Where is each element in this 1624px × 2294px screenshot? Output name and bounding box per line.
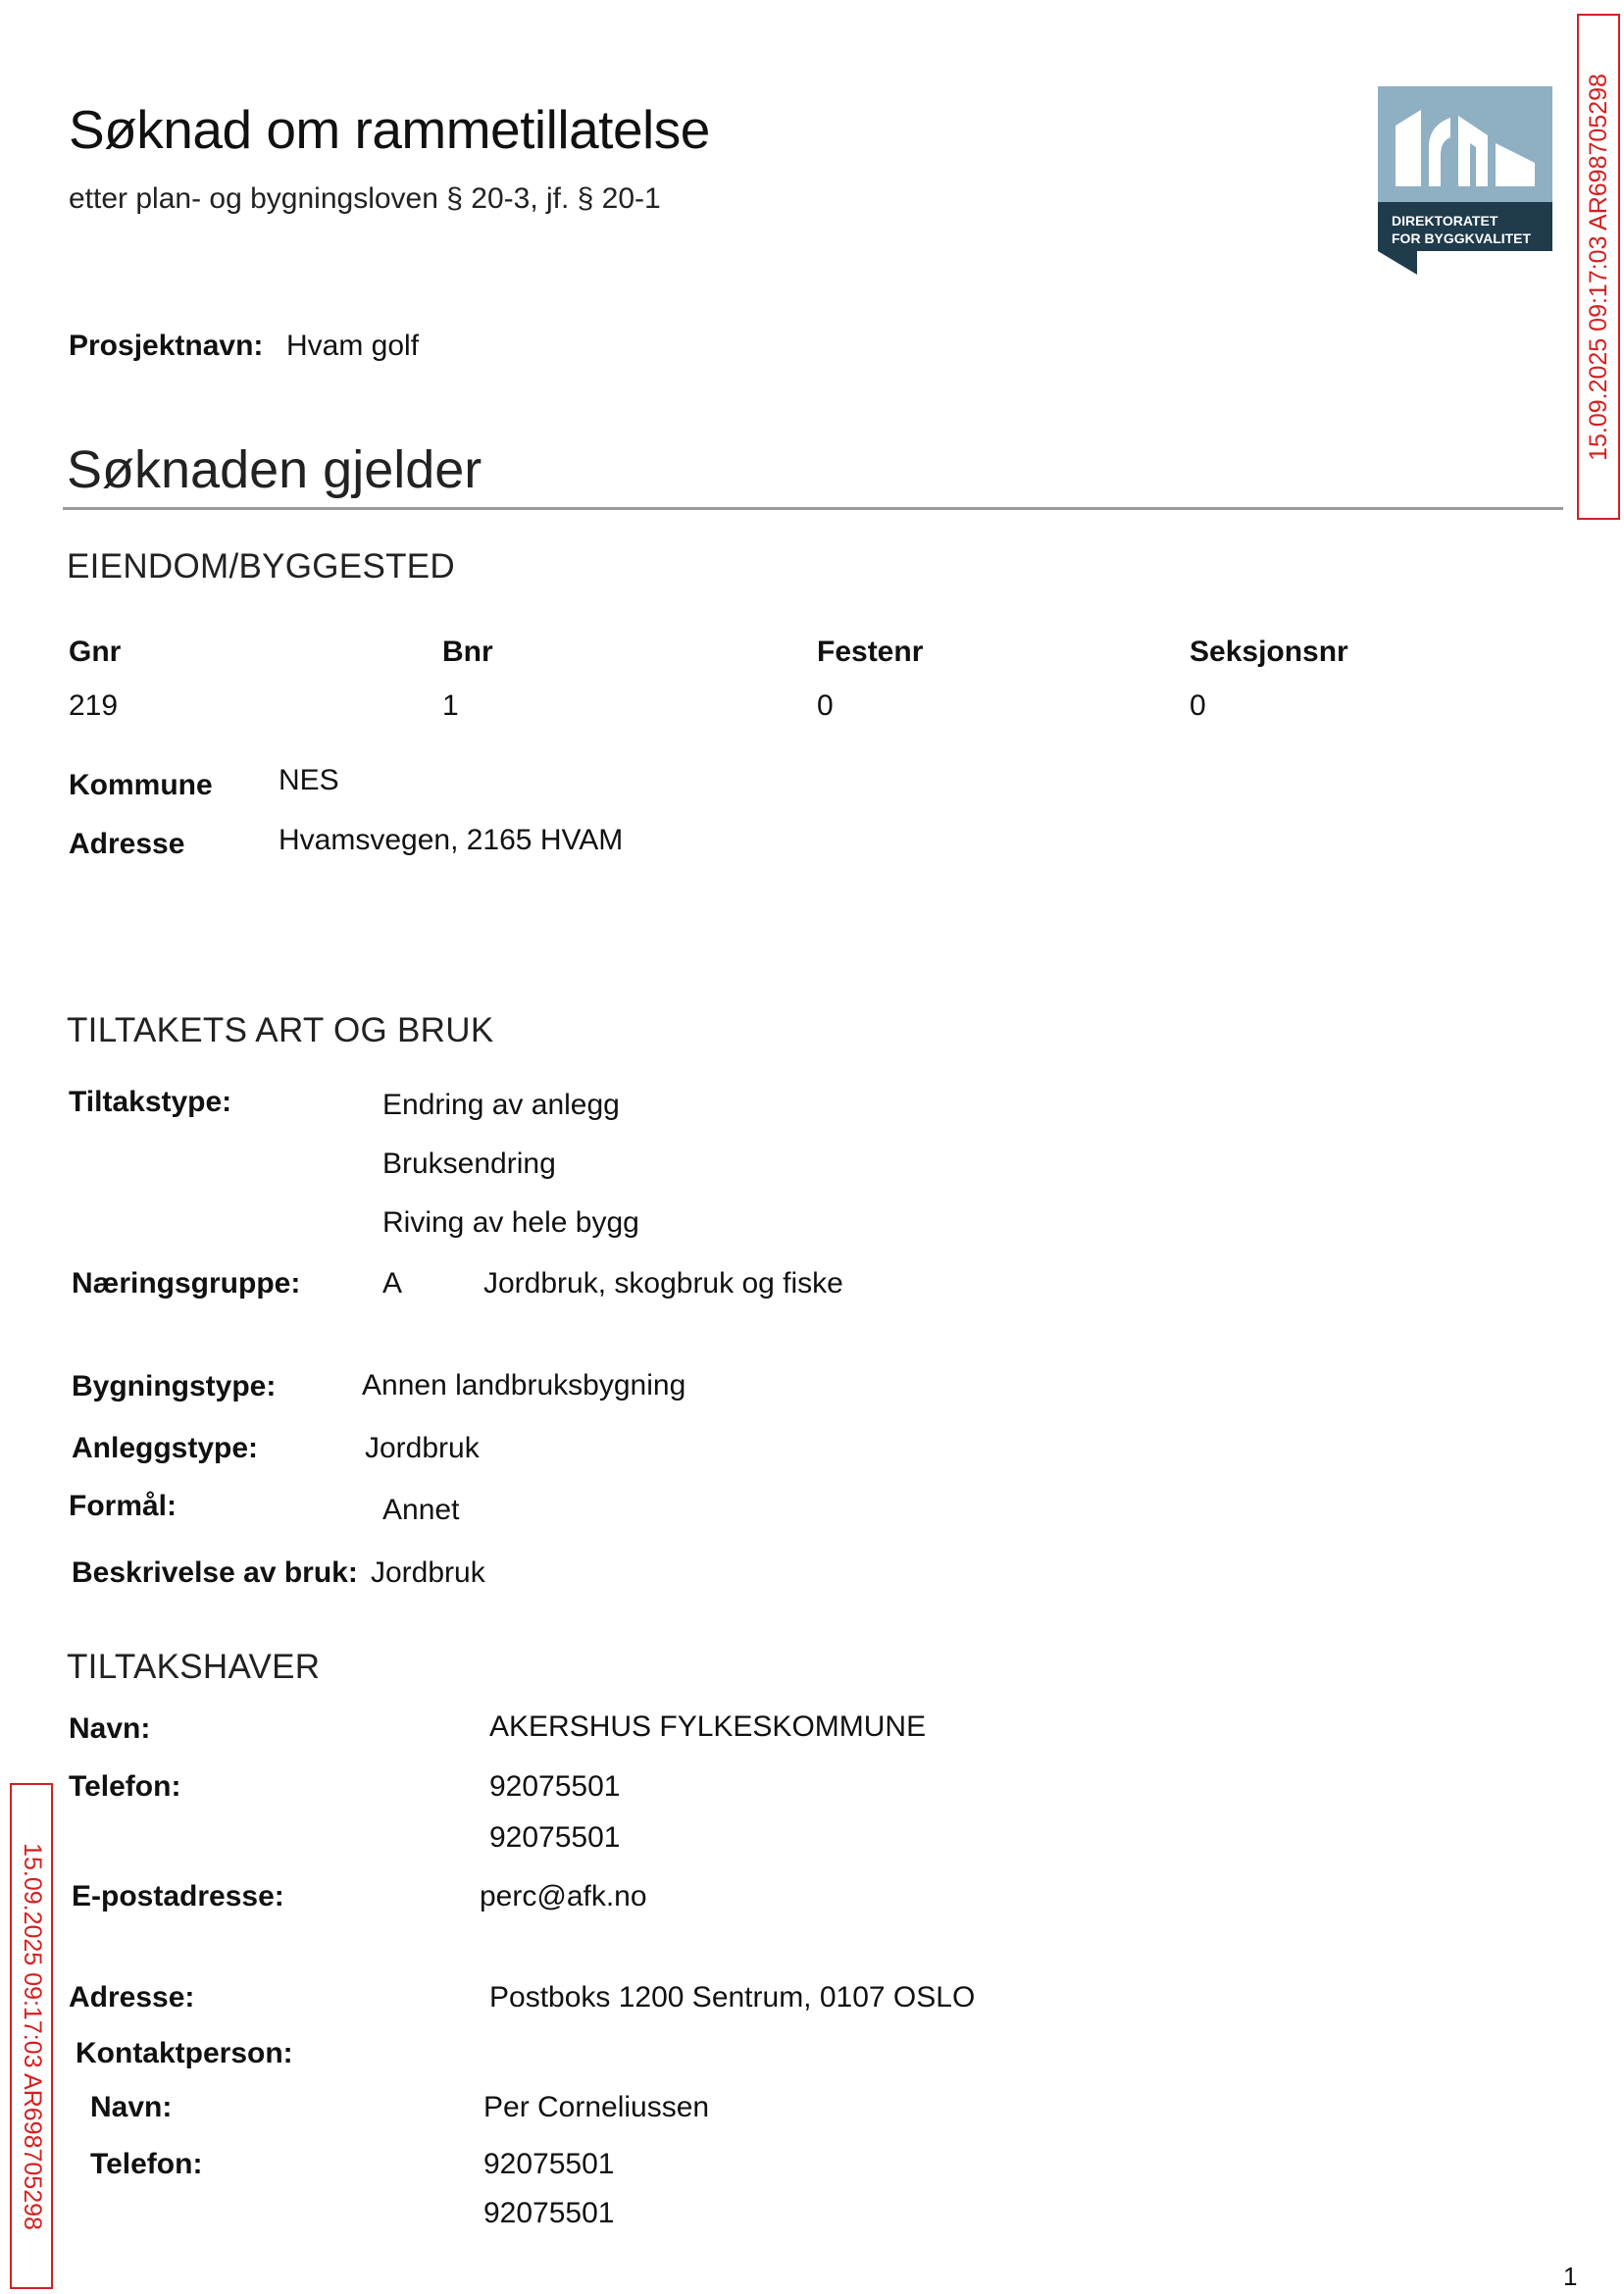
bnr-value: 1 <box>442 689 459 722</box>
epost-value: perc@afk.no <box>480 1880 647 1912</box>
adresse-value: Hvamsvegen, 2165 HVAM <box>279 824 624 856</box>
telefon-label: Telefon: <box>69 1770 181 1803</box>
tiltakstype-value: Bruksendring <box>382 1147 556 1180</box>
seksjonsnr-label: Seksjonsnr <box>1190 636 1348 668</box>
telefon-value: 92075501 <box>489 1770 621 1803</box>
naeringsgruppe-label: Næringsgruppe: <box>72 1267 301 1300</box>
timestamp-stamp-left <box>10 1783 53 2289</box>
logo-line1: DIREKTORATET <box>1392 213 1498 229</box>
adresse-label: Adresse <box>69 828 185 860</box>
page-number: 1 <box>1563 2262 1578 2291</box>
kommune-value: NES <box>279 764 339 796</box>
tiltakstype-value: Endring av anlegg <box>382 1089 620 1121</box>
stamp-text: 15.09.2025 09:17:03 AR698705298 <box>1584 73 1612 461</box>
kontakt-navn-value: Per Corneliussen <box>483 2091 710 2123</box>
kontaktperson-label: Kontaktperson: <box>76 2037 293 2069</box>
beskrivelse-label: Beskrivelse av bruk: <box>72 1556 358 1589</box>
naeringsgruppe-code: A <box>382 1267 403 1300</box>
festenr-value: 0 <box>817 689 834 722</box>
tiltak-heading: TILTAKETS ART OG BRUK <box>67 1011 494 1049</box>
dibk-logo-graphic <box>1378 86 1552 275</box>
formal-label: Formål: <box>69 1490 178 1522</box>
bygningstype-label: Bygningstype: <box>72 1370 277 1402</box>
kontakt-navn-label: Navn: <box>90 2091 173 2123</box>
kommune-label: Kommune <box>69 769 213 801</box>
tiltakstype-label: Tiltakstype: <box>69 1086 232 1118</box>
section-divider <box>63 507 1563 510</box>
epost-label: E-postadresse: <box>72 1880 284 1912</box>
eiendom-heading: EIENDOM/BYGGESTED <box>67 547 455 586</box>
timestamp-stamp-right <box>1577 14 1620 520</box>
th-adresse-label: Adresse: <box>69 1981 195 2014</box>
anleggstype-value: Jordbruk <box>365 1432 480 1464</box>
kontakt-telefon-value: 92075501 <box>483 2197 615 2229</box>
section-title: Søknaden gjelder <box>67 440 482 499</box>
beskrivelse-value: Jordbruk <box>371 1556 485 1589</box>
page-title: Søknad om rammetillatelse <box>69 99 710 160</box>
bnr-label: Bnr <box>442 636 493 668</box>
project-label: Prosjektnavn: <box>69 330 264 362</box>
gnr-label: Gnr <box>69 636 122 668</box>
kontakt-telefon-value: 92075501 <box>483 2148 615 2180</box>
logo-line2: FOR BYGGKVALITET <box>1392 230 1532 246</box>
naeringsgruppe-value: Jordbruk, skogbruk og fiske <box>483 1267 843 1300</box>
dibk-logo <box>1378 86 1552 275</box>
navn-label: Navn: <box>69 1712 151 1745</box>
formal-value: Annet <box>382 1494 460 1526</box>
bygningstype-value: Annen landbruksbygning <box>362 1369 686 1402</box>
project-value: Hvam golf <box>286 330 420 362</box>
gnr-value: 219 <box>69 689 119 722</box>
stamp-text: 15.09.2025 09:17:03 AR698705298 <box>18 1842 46 2230</box>
page-subtitle: etter plan- og bygningsloven § 20-3, jf. § 20-1 <box>69 182 661 215</box>
navn-value: AKERSHUS FYLKESKOMMUNE <box>489 1710 927 1743</box>
tiltakstype-value: Riving av hele bygg <box>382 1206 639 1239</box>
seksjonsnr-value: 0 <box>1190 689 1206 722</box>
kontakt-telefon-label: Telefon: <box>90 2148 203 2180</box>
telefon-value: 92075501 <box>489 1821 621 1854</box>
anleggstype-label: Anleggstype: <box>72 1432 259 1464</box>
tiltakshaver-heading: TILTAKSHAVER <box>67 1648 321 1686</box>
th-adresse-value: Postboks 1200 Sentrum, 0107 OSLO <box>489 1981 976 2014</box>
festenr-label: Festenr <box>817 636 924 668</box>
